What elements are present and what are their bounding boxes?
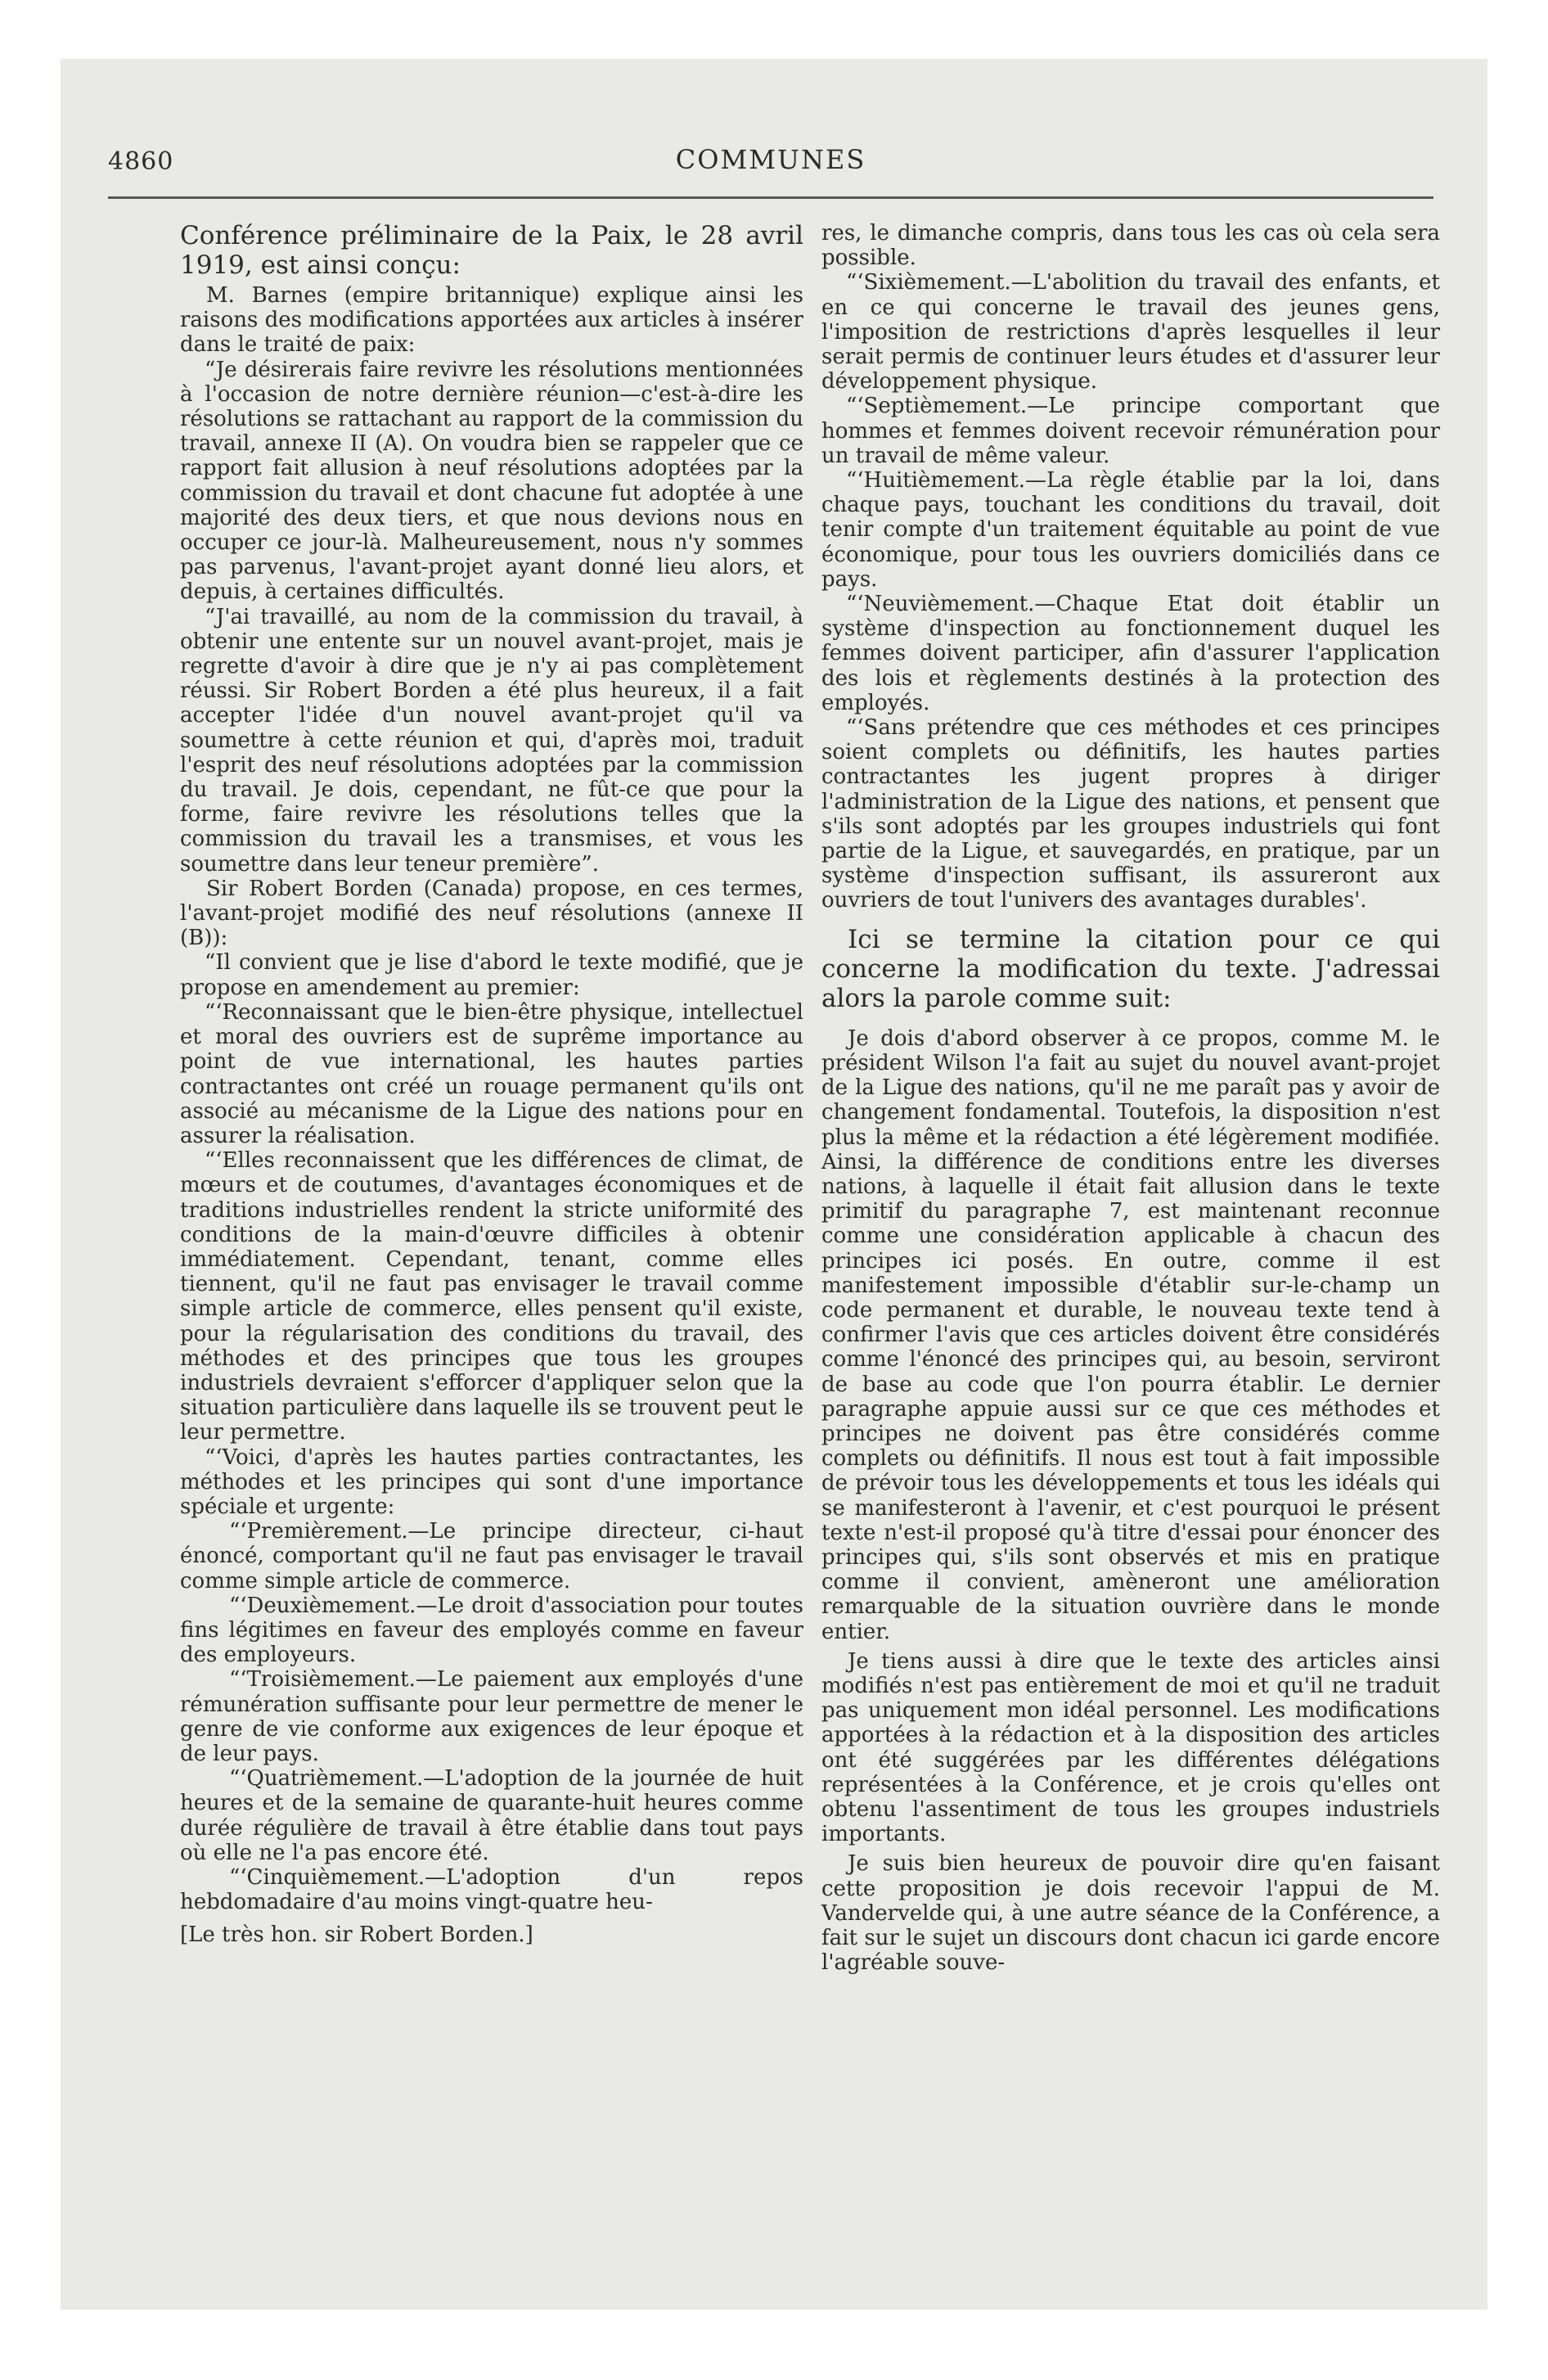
principle-8: “‘Huitièmement.—La règle établie par la loi, dans chaque pays, touchant les conditions du travail, doit tenir compte d'un traitement équitable au point de vue économique, pour tous les ouvriers domiciliés dans ce pays. [821, 468, 1440, 592]
principle-2: “‘Deuxièmement.—Le droit d'association pour toutes fins légitimes en faveur des employés comme en faveur des employeurs. [180, 1593, 803, 1668]
paragraph-quote: “‘Sans prétendre que ces méthodes et ces principes soient complets ou définitifs, les hautes parties contractantes les jugent propres à diriger l'administration de la Ligue des nations, et pensent que s'ils sont adoptés par les groupes industriels qui font partie de la Ligue, et sauvegardés, en pratique, par un système d'inspection suffisant, ils assureront aux ouvriers de tout l'univers des avantages durables'. [821, 715, 1440, 913]
principle-4: “‘Quatrièmement.—L'adoption de la journée de huit heures et de la semaine de quarante-huit heures comme durée régulière de travail à être établie dans tout pays où elle ne l'a pas encore été. [180, 1766, 803, 1865]
principle-7: “‘Septièmement.—Le principe comportant que hommes et femmes doivent recevoir rémunération pour un travail de même valeur. [821, 394, 1440, 468]
paragraph-transition: Ici se termine la citation pour ce qui concerne la modification du texte. J'adressai alors la parole comme suit: [821, 924, 1440, 1013]
paragraph-quote: “‘Reconnaissant que le bien-être physique, intellectuel et moral des ouvriers est de suprême importance au point de vue international, les hautes parties contractantes ont créé un rouage permanent qu'ils ont associé au mécanisme de la Ligue des nations pour en assurer la réalisation. [180, 999, 803, 1148]
speaker-footnote: [Le très hon. sir Robert Borden.] [180, 1922, 533, 1948]
paragraph-intro: Conférence préliminaire de la Paix, le 28 avril 1919, est ainsi conçu: [180, 221, 803, 280]
paragraph-quote: “Il convient que je lise d'abord le texte modifié, que je propose en amendement au premier: [180, 950, 803, 1000]
paragraph-quote: “Je désirerais faire revivre les résolutions mentionnées à l'occasion de notre dernière réunion—c'est-à-dire les résolutions se rattachant au rapport de la commission du travail, annexe II (A). On voudra bien se rappeler que ce rapport fait allusion à neuf résolutions adoptées par la commission du travail et dont chacune fut adoptée à une majorité des deux tiers, et que nous devions nous en occuper ce jour-là. Malheureusement, nous n'y sommes pas parvenus, l'avant-projet ayant donné lieu alors, et depuis, à certaines difficultés. [180, 357, 803, 605]
paragraph-continued: res, le dimanche compris, dans tous les cas où cela sera possible. [821, 221, 1440, 271]
right-column [821, 221, 1440, 1975]
paragraph-quote: “‘Voici, d'après les hautes parties contractantes, les méthodes et les principes qui sont d'une importance spéciale et urgente: [180, 1445, 803, 1519]
paragraph: M. Barnes (empire britannique) explique ainsi les raisons des modifications apportées aux articles à insérer dans le traité de paix: [180, 283, 803, 358]
principle-1: “‘Premièrement.—Le principe directeur, ci-haut énoncé, comportant qu'il ne faut pas envisager le travail comme simple article de commerce. [180, 1519, 803, 1593]
paragraph-quote: “‘Elles reconnaissent que les différences de climat, de mœurs et de coutumes, d'avantages économiques et de traditions industrielles rendent la stricte uniformité des conditions de la main-d'œuvre difficiles à obtenir immédiatement. Cependant, tenant, comme elles tiennent, qu'il ne faut pas envisager le travail comme simple article de commerce, elles pensent qu'il existe, pour la régularisation des conditions du travail, des méthodes et des principes que tous les groupes industriels devraient s'efforcer d'appliquer selon que la situation particulière dans laquelle ils se trouvent peut le leur permettre. [180, 1148, 803, 1445]
paragraph: Je suis bien heureux de pouvoir dire qu'en faisant cette proposition je dois recevoir l'appui de M. Vandervelde qui, à une autre séance de la Conférence, a fait sur le sujet un discours dont chacun ici garde encore l'agréable souve- [821, 1851, 1440, 1976]
page-number: 4860 [108, 147, 174, 176]
paragraph: Sir Robert Borden (Canada) propose, en ces termes, l'avant-projet modifié des neuf résolutions (annexe II (B)): [180, 876, 803, 951]
principle-9: “‘Neuvièmement.—Chaque Etat doit établir un système d'inspection au fonctionnement duquel les femmes doivent participer, afin d'assurer l'application des lois et règlements destinés à la protection des employés. [821, 592, 1440, 715]
header-rule [108, 196, 1433, 199]
principle-6: “‘Sixièmement.—L'abolition du travail des enfants, et en ce qui concerne le travail des jeunes gens, l'imposition de restrictions d'après lesquelles il leur serait permis de continuer leurs études et d'assurer leur développement physique. [821, 270, 1440, 394]
paragraph-quote: “J'ai travaillé, au nom de la commission du travail, à obtenir une entente sur un nouvel avant-projet, mais je regrette d'avoir à dire que je n'y ai pas complètement réussi. Sir Robert Borden a été plus heureux, il a fait accepter l'idée d'un nouvel avant-projet qu'il va soumettre à cette réunion et qui, d'après moi, traduit l'esprit des neuf résolutions adoptées par la commission du travail. Je dois, cependant, ne fût-ce que pour la forme, faire revivre les résolutions telles que la commission du travail les a transmises, et vous les soumettre dans leur teneur première”. [180, 604, 803, 877]
principle-5: “‘Cinquièmement.—L'adoption d'un repos hebdomadaire d'au moins vingt-quatre heu- [180, 1865, 803, 1915]
running-title: COMMUNES [675, 144, 866, 175]
principle-3: “‘Troisièmement.—Le paiement aux employés d'une rémunération suffisante pour leur permettre de mener le genre de vie conforme aux exigences de leur époque et de leur pays. [180, 1667, 803, 1766]
left-column [180, 221, 803, 1948]
page-header [108, 141, 1433, 182]
paragraph: Je dois d'abord observer à ce propos, comme M. le président Wilson l'a fait au sujet du nouvel avant-projet de la Ligue des nations, qu'il ne me paraît pas y avoir de changement fondamental. Toutefois, la disposition n'est plus la même et la rédaction a été légèrement modifiée. Ainsi, la différence de conditions entre les diverses nations, à laquelle il était fait allusion dans le texte primitif du paragraphe 7, est maintenant reconnue comme une considération applicable à chacun des principes ici posés. En outre, comme il est manifestement impossible d'établir sur-le-champ un code permanent et durable, le nouveau texte tend à confirmer l'avis que ces articles doivent être considérés comme l'énoncé des principes qui, au besoin, serviront de base au code que l'on pourra établir. Le dernier paragraphe appuie aussi sur ce que ces méthodes et principes ne doivent pas être considérés comme complets ou définitifs. Il nous est tout à fait impossible de prévoir tous les développements et tous les idéals qui se manifesteront à l'avenir, et c'est pourquoi le présent texte n'est-il proposé qu'à titre d'essai pour énoncer des principes qui, s'ils sont observés et mis en pratique comme il convient, amèneront une amélioration remarquable de la situation ouvrière dans le monde entier. [821, 1025, 1440, 1644]
paragraph: Je tiens aussi à dire que le texte des articles ainsi modifiés n'est pas entièrement de moi et qu'il ne traduit pas uniquement mon idéal personnel. Les modifications apportées à la rédaction et à la disposition des articles ont été suggérées par les différentes délégations représentées à la Conférence, et je crois qu'elles ont obtenu l'assentiment de tous les groupes industriels importants. [821, 1648, 1440, 1847]
